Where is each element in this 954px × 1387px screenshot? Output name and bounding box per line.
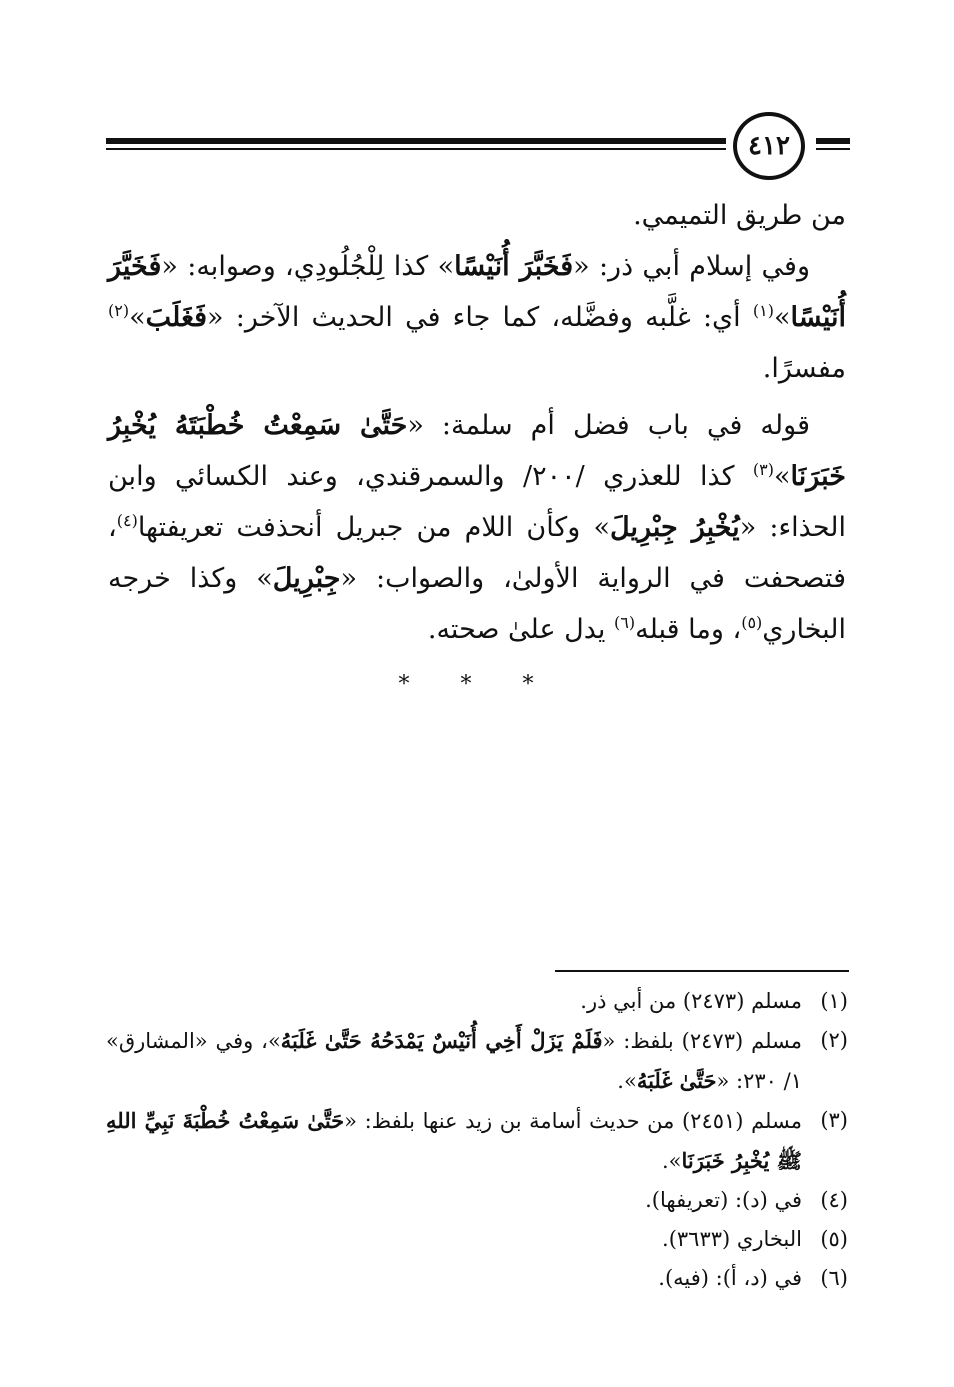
quote-text: فَغَلَبَ bbox=[145, 302, 208, 333]
footnote-1 bbox=[106, 982, 848, 1021]
quote-text: فَخَيَّرَ أُنَيْسًا bbox=[108, 251, 846, 333]
header-rule-thick bbox=[106, 138, 726, 144]
footnote-2 bbox=[106, 1021, 848, 1101]
footnote-text: في (د): (تعريفها). bbox=[645, 1188, 802, 1212]
quote-text: جِبْرِيلَ bbox=[272, 563, 341, 594]
footnote-3 bbox=[106, 1101, 848, 1181]
quote-text: حَتَّىٰ سَمِعْتُ خُطْبَتَهُ يُخْبِرُ خَبَرَنَا bbox=[108, 410, 846, 492]
quote-text: يُخْبِرُ جِبْرِيلَ bbox=[610, 512, 740, 543]
footnote-text: البخاري (٣٦٣٣). bbox=[662, 1227, 802, 1251]
main-text bbox=[108, 190, 846, 655]
header-rule-thin bbox=[106, 148, 726, 150]
quote-text: فَخَبَّرَ أُنَيْسًا bbox=[454, 251, 574, 282]
section-separator: * * * bbox=[398, 672, 556, 697]
footnote-4 bbox=[106, 1181, 848, 1220]
quote-text: حَتَّىٰ غَلَبَهُ bbox=[636, 1068, 717, 1093]
footnote-ref[interactable]: (٥) bbox=[741, 613, 763, 632]
header-rule-right-thin bbox=[816, 148, 850, 150]
footnote-text: في (د، أ): (فيه). bbox=[658, 1266, 802, 1290]
footnote-number: (١) bbox=[820, 989, 848, 1013]
footnote-text: مسلم (٢٤٧٣) بلفظ: «فَلَمْ يَزَلْ أَخِي أُنَيْسٌ يَمْدَحُهُ حَتَّىٰ غَلَبَهُ»، وفي «المشارق» ١/ ٢٣٠: «حَتَّىٰ غَلَبَهُ». bbox=[106, 1028, 803, 1093]
footnote-number: (٣) bbox=[820, 1108, 848, 1132]
quote-text: فَلَمْ يَزَلْ أَخِي أُنَيْسٌ يَمْدَحُهُ حَتَّىٰ غَلَبَهُ bbox=[280, 1028, 603, 1053]
footnote-ref[interactable]: (٤) bbox=[116, 511, 138, 530]
footnote-ref[interactable]: (٢) bbox=[108, 301, 130, 320]
footnote-number: (٢) bbox=[820, 1028, 848, 1052]
footnote-text: مسلم (٢٤٥١) من حديث أسامة بن زيد عنها بلفظ: «حَتَّىٰ سَمِعْتُ خُطْبَةَ نَبِيِّ اللهِ ﷺ يُخْبِرُ خَبَرَنَا». bbox=[106, 1108, 802, 1173]
footnote-ref[interactable]: (٦) bbox=[614, 613, 636, 632]
paragraph-1: من طريق التميمي. bbox=[633, 200, 846, 231]
footnote-divider bbox=[555, 970, 849, 972]
page-header bbox=[0, 108, 954, 188]
footnote-ref[interactable]: (١) bbox=[752, 301, 774, 320]
footnote-number: (٤) bbox=[820, 1188, 848, 1212]
header-rule-right-thick bbox=[816, 138, 850, 144]
footnotes bbox=[106, 982, 848, 1298]
footnote-5 bbox=[106, 1220, 848, 1259]
footnote-number: (٦) bbox=[820, 1266, 848, 1290]
footnote-ref[interactable]: (٣) bbox=[752, 460, 774, 479]
footnote-6 bbox=[106, 1259, 848, 1298]
footnote-number: (٥) bbox=[820, 1227, 848, 1251]
quote-text: حَتَّىٰ سَمِعْتُ خُطْبَةَ نَبِيِّ اللهِ ﷺ يُخْبِرُ خَبَرَنَا bbox=[106, 1108, 802, 1173]
paragraph-2: وفي إسلام أبي ذر: «فَخَبَّرَ أُنَيْسًا» كذا لِلْجُلُودِي، وصوابه: «فَخَيَّرَ أُنَيْسًا»$^{(١)}$ أي: غلَّبه وفضَّله، كما جاء في الحديث الآخر: «فَغَلَبَ»$^{(٢)}$ مفسرًا. bbox=[108, 251, 846, 384]
page-number: ٤١٢ bbox=[733, 112, 805, 180]
footnote-text: مسلم (٢٤٧٣) من أبي ذر. bbox=[580, 989, 802, 1013]
paragraph-3: قوله في باب فضل أم سلمة: «حَتَّىٰ سَمِعْتُ خُطْبَتَهُ يُخْبِرُ خَبَرَنَا»$^{(٣)}$ كذا للعذري /٢٠٠/ والسمرقندي، وعند الكسائي وابن الحذاء: «يُخْبِرُ جِبْرِيلَ» وكأن اللام من جبريل أنحذفت تعريفتها$^{(٤)}$، فتصحفت في الرواية الأولىٰ، والصواب: «جِبْرِيلَ» وكذا خرجه البخاري$^{(٥)}$، وما قبله$^{(٦)}$ يدل علىٰ صحته. bbox=[108, 410, 846, 645]
